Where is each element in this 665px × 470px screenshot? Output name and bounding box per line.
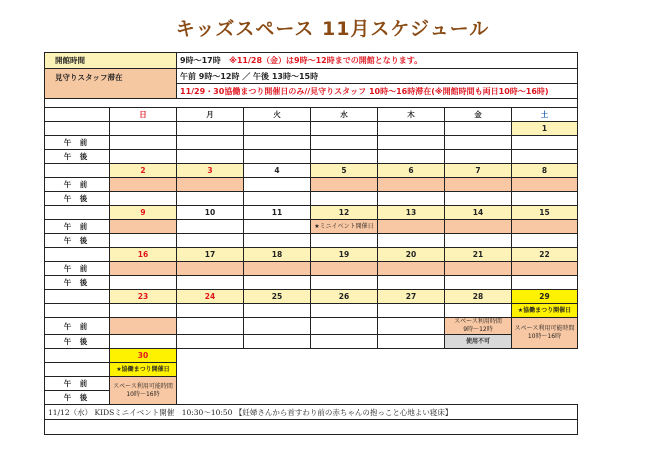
row-label-am: 午 前 (45, 377, 110, 391)
row-label-pm: 午 後 (45, 192, 110, 206)
row-label-pm: 午 後 (45, 391, 110, 405)
space-open-29-time: 10時〜16時 (527, 333, 562, 340)
slot (445, 304, 512, 318)
weekday-fri: 金 (445, 108, 512, 122)
week1-date-label (45, 122, 110, 136)
slot-staffed (445, 220, 512, 234)
space-hours-28-title: スペース利用時間 (454, 318, 502, 325)
schedule-table (44, 52, 578, 435)
slot-staffed (110, 220, 177, 234)
festival-badge-30: ★協働まつり開催日 (110, 363, 177, 377)
row-label-pm: 午 後 (45, 234, 110, 248)
day-cell-13: 13 (378, 206, 445, 220)
slot-staffed (177, 262, 244, 276)
mini-event-badge: ★ミニイベント開催日 (311, 220, 378, 234)
day-cell-4: 4 (244, 164, 311, 178)
header-blank (45, 108, 110, 122)
slot (311, 276, 378, 290)
empty-area (177, 349, 578, 363)
day-cell (445, 122, 512, 136)
day-cell-2: 2 (110, 164, 177, 178)
slot (177, 304, 244, 318)
day-cell-1: 1 (512, 122, 578, 136)
slot-staffed (512, 178, 578, 192)
slot (110, 335, 177, 349)
slot (378, 192, 445, 206)
space-open-29-title: スペース利用可能時間 (514, 325, 575, 332)
page-title: キッズスペース 11月スケジュール (175, 18, 490, 40)
day-cell (378, 122, 445, 136)
slot (177, 150, 244, 164)
slot (244, 192, 311, 206)
day-cell-11: 11 (244, 206, 311, 220)
slot (110, 234, 177, 248)
week4-date-label (45, 248, 110, 262)
empty-area (177, 391, 578, 405)
slot-staffed (311, 178, 378, 192)
slot (445, 136, 512, 150)
week5-date-label (45, 290, 110, 304)
slot (378, 335, 445, 349)
event-row-blank (45, 304, 110, 318)
day-cell-6: 6 (378, 164, 445, 178)
closed-badge: 使用不可 (445, 335, 512, 349)
slot-staffed (378, 262, 445, 276)
day-cell-12: 12 (311, 206, 378, 220)
space-open-30 (110, 377, 177, 405)
row-label-pm: 午 後 (45, 276, 110, 290)
slot (378, 318, 445, 335)
day-cell-14: 14 (445, 206, 512, 220)
row-label-am: 午 前 (45, 318, 110, 335)
staff-label: 見守りスタッフ滞在 (45, 69, 177, 99)
slot (244, 178, 311, 192)
slot-staffed (512, 262, 578, 276)
day-cell (311, 122, 378, 136)
slot (445, 276, 512, 290)
staff-line2: 11/29・30協働まつり開催日のみ//見守りスタッフ 10時〜16時滞在(※開館時間も両日10時〜16時) (177, 84, 578, 99)
slot-staffed (177, 178, 244, 192)
day-cell-20: 20 (378, 248, 445, 262)
slot (512, 192, 578, 206)
slot (244, 276, 311, 290)
slot (177, 192, 244, 206)
slot-staffed (512, 220, 578, 234)
day-cell-17: 17 (177, 248, 244, 262)
slot (512, 136, 578, 150)
hours-note: ※11/28（金）は9時〜12時までの開館となります。 (229, 56, 423, 65)
day-cell-24: 24 (177, 290, 244, 304)
slot (244, 318, 311, 335)
space-open-30-time: 10時〜16時 (126, 390, 160, 398)
day-cell (177, 122, 244, 136)
hours-value (177, 53, 578, 69)
slot (177, 220, 244, 234)
slot (311, 192, 378, 206)
slot (110, 192, 177, 206)
day-cell-21: 21 (445, 248, 512, 262)
slot (244, 220, 311, 234)
slot (311, 335, 378, 349)
weekday-thu: 木 (378, 108, 445, 122)
space-open-30-title: スペース利用可能時間 (113, 382, 173, 390)
slot-staffed (378, 178, 445, 192)
slot (177, 318, 244, 335)
hours-time: 9時〜17時 (180, 56, 221, 65)
day-cell-27: 27 (378, 290, 445, 304)
day-cell-15: 15 (512, 206, 578, 220)
row-label-am: 午 前 (45, 262, 110, 276)
day-cell-19: 19 (311, 248, 378, 262)
slot (177, 136, 244, 150)
slot (311, 136, 378, 150)
day-cell-30: 30 (110, 349, 177, 363)
slot (311, 318, 378, 335)
slot (378, 276, 445, 290)
weekday-wed: 水 (311, 108, 378, 122)
slot-staffed (378, 220, 445, 234)
slot (311, 234, 378, 248)
space-hours-28-time: 9時〜12時 (463, 326, 493, 333)
week6-date-label (45, 349, 110, 363)
weekday-sun: 日 (110, 108, 177, 122)
slot (378, 234, 445, 248)
day-cell-26: 26 (311, 290, 378, 304)
slot (177, 335, 244, 349)
week2-date-label (45, 164, 110, 178)
day-cell-29: 29 (512, 290, 578, 304)
slot (311, 304, 378, 318)
slot (378, 150, 445, 164)
slot-staffed (110, 318, 177, 335)
week3-date-label (45, 206, 110, 220)
spacer-row (45, 99, 578, 108)
event-row-blank (45, 363, 110, 377)
slot (177, 276, 244, 290)
festival-badge: ★協働まつり開催日 (512, 304, 578, 318)
weekday-sat: 土 (512, 108, 578, 122)
slot (244, 234, 311, 248)
footer-note: 11/12（水） KIDSミニイベント開催 10:30〜10:50 【妊婦さんから首すわり前の赤ちゃんの抱っこと心地よい寝床】 (45, 405, 578, 420)
day-cell-28: 28 (445, 290, 512, 304)
slot-staffed (110, 262, 177, 276)
day-cell-3: 3 (177, 164, 244, 178)
slot (512, 234, 578, 248)
day-cell (110, 122, 177, 136)
slot (512, 276, 578, 290)
hours-label: 開館時間 (45, 53, 177, 69)
day-cell-22: 22 (512, 248, 578, 262)
slot (110, 150, 177, 164)
row-label-am: 午 前 (45, 178, 110, 192)
slot (445, 192, 512, 206)
day-cell-9: 9 (110, 206, 177, 220)
day-cell-16: 16 (110, 248, 177, 262)
slot (244, 136, 311, 150)
slot (445, 150, 512, 164)
footer-blank (45, 420, 578, 435)
day-cell-18: 18 (244, 248, 311, 262)
slot (244, 335, 311, 349)
slot (378, 136, 445, 150)
row-label-pm: 午 後 (45, 335, 110, 349)
slot (177, 234, 244, 248)
slot (512, 150, 578, 164)
slot (445, 234, 512, 248)
day-cell-5: 5 (311, 164, 378, 178)
slot-staffed (244, 262, 311, 276)
empty-area (177, 363, 578, 377)
slot (311, 150, 378, 164)
slot-staffed (445, 178, 512, 192)
slot (244, 150, 311, 164)
row-label-am: 午 前 (45, 220, 110, 234)
staff-line1: 午前 9時〜12時 ／ 午後 13時〜15時 (177, 69, 578, 84)
row-label-pm: 午 後 (45, 150, 110, 164)
weekday-mon: 月 (177, 108, 244, 122)
empty-area (177, 377, 578, 391)
day-cell-10: 10 (177, 206, 244, 220)
row-label-am: 午 前 (45, 136, 110, 150)
slot (244, 304, 311, 318)
slot (378, 304, 445, 318)
slot-staffed (445, 262, 512, 276)
slot-staffed (311, 262, 378, 276)
space-open-29 (512, 318, 578, 349)
day-cell-25: 25 (244, 290, 311, 304)
day-cell-23: 23 (110, 290, 177, 304)
space-hours-28 (445, 318, 512, 335)
day-cell-7: 7 (445, 164, 512, 178)
slot (110, 136, 177, 150)
slot (110, 304, 177, 318)
day-cell (244, 122, 311, 136)
day-cell-8: 8 (512, 164, 578, 178)
slot (110, 276, 177, 290)
slot-staffed (110, 178, 177, 192)
weekday-tue: 火 (244, 108, 311, 122)
